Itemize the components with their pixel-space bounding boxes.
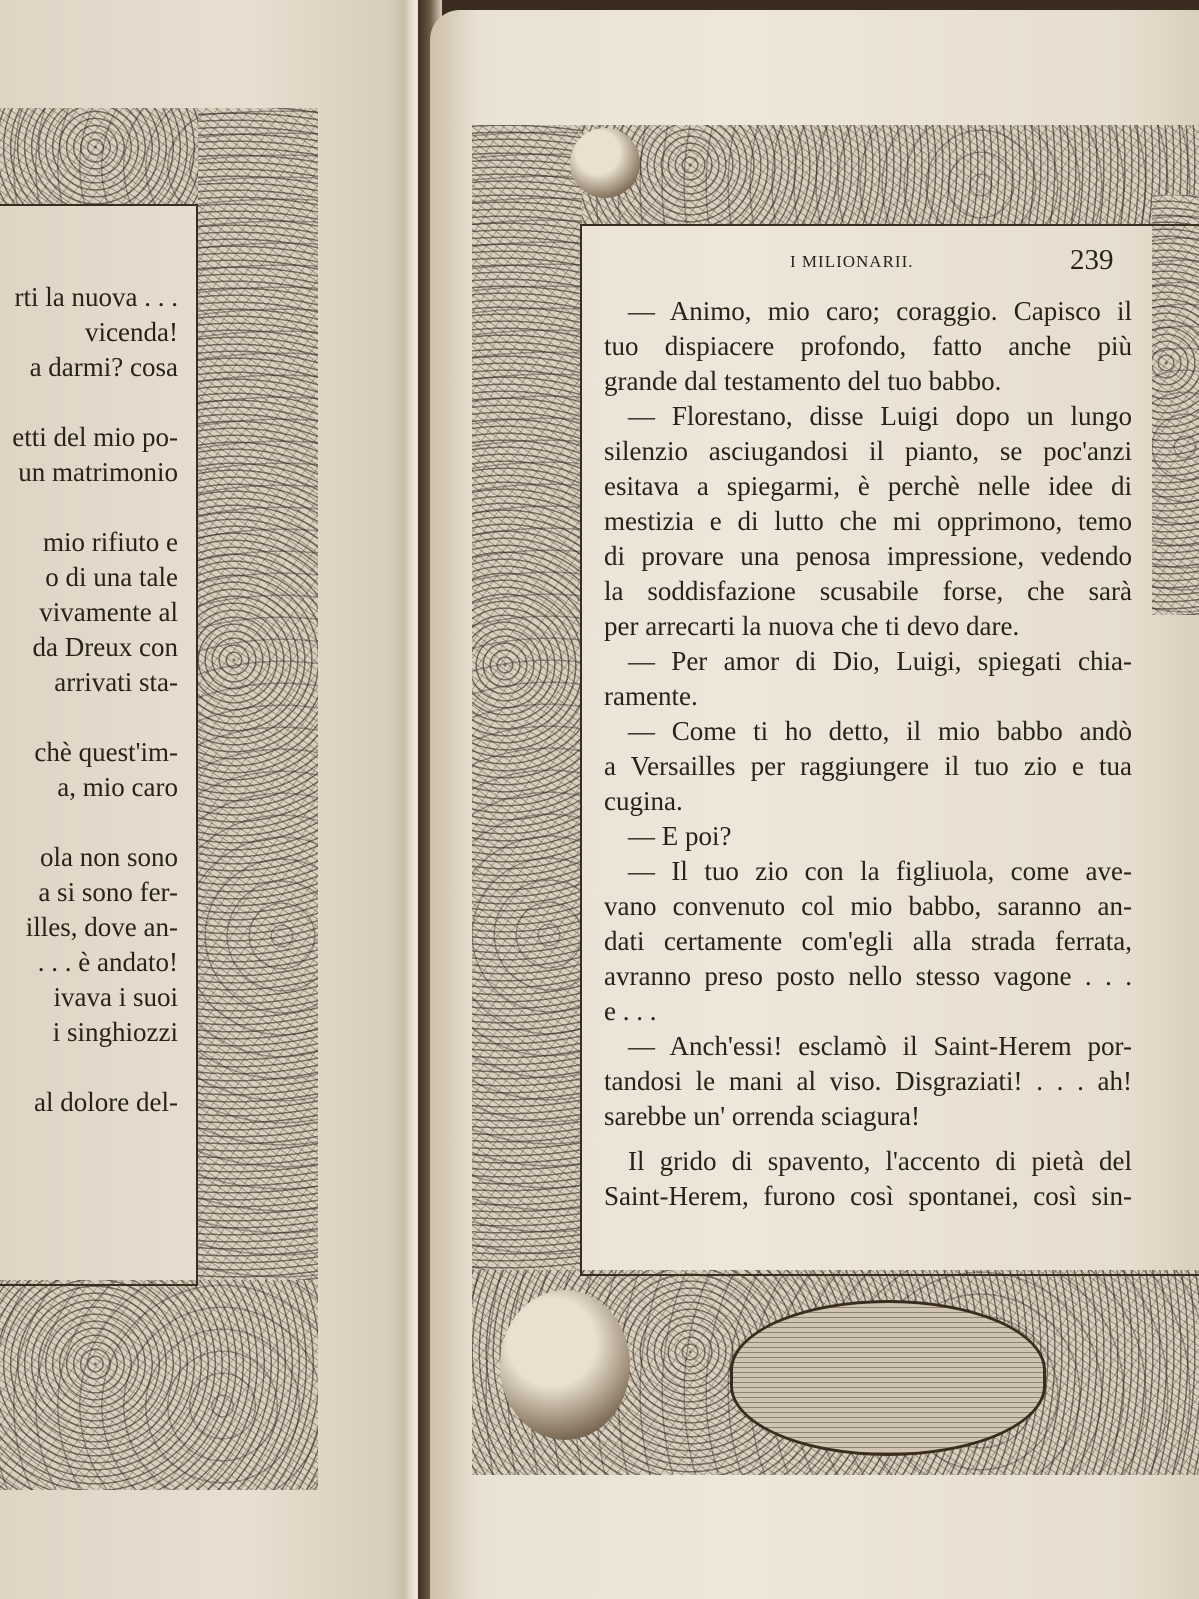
text-line: — Come ti ho detto, il mio babbo andò — [628, 716, 1132, 746]
text-line: esitava a spiegarmi, è perchè nelle idee di — [604, 471, 1132, 501]
text-line: i singhiozzi — [52, 1017, 178, 1047]
text-line: dati certamente com'egli alla strada ferrata, — [604, 926, 1132, 956]
text-line: o di una tale — [45, 562, 178, 592]
left-page-text — [0, 280, 178, 1120]
text-line: illes, dove an- — [25, 912, 178, 942]
text-line: mio rifiuto e — [43, 527, 178, 557]
text-line: da Dreux con — [32, 632, 178, 662]
text-line: a, mio caro — [57, 772, 178, 802]
text-line: — Il tuo zio con la figliuola, come ave- — [628, 856, 1132, 886]
text-line: ramente. — [604, 681, 698, 711]
text-line — [0, 385, 178, 420]
text-line: rti la nuova . . . — [14, 282, 178, 312]
text-line: — E poi? — [628, 821, 732, 851]
right-page-text — [604, 294, 1132, 1214]
text-line: al dolore del- — [34, 1087, 178, 1117]
page-number: 239 — [1070, 244, 1114, 276]
text-line: ola non sono — [40, 842, 178, 872]
text-line: — Animo, mio caro; coraggio. Capisco il — [628, 296, 1132, 326]
text-line: a darmi? cosa — [29, 352, 178, 382]
text-line: un matrimonio — [18, 457, 178, 487]
text-line: tuo dispiacere profondo, fatto anche più — [604, 331, 1132, 361]
text-line: silenzio asciugandosi il pianto, se poc'anzi — [604, 436, 1132, 466]
text-line: Il grido di spavento, l'accento di pietà del — [628, 1146, 1132, 1176]
text-line: cugina. — [604, 786, 683, 816]
cherub-illustration — [500, 1290, 630, 1440]
cherub-illustration — [570, 128, 640, 198]
text-line: per arrecarti la nuova che ti devo dare. — [604, 611, 1020, 641]
text-line: chè quest'im- — [34, 737, 178, 767]
text-line: — Anch'essi! esclamò il Saint-Herem por- — [628, 1031, 1132, 1061]
text-line: etti del mio po- — [12, 422, 178, 452]
text-line: grande dal testamento del tuo babbo. — [604, 366, 1002, 396]
text-line: di provare una penosa impressione, vedendo — [604, 541, 1132, 571]
text-line: Saint-Herem, furono così spontanei, così sin- — [604, 1181, 1132, 1211]
text-line: avranno preso posto nello stesso vagone . . . — [604, 961, 1132, 991]
text-line: — Per amor di Dio, Luigi, spiegati chia- — [628, 646, 1132, 676]
text-line: . . . è andato! — [37, 947, 178, 977]
text-line: mestizia e di lutto che mi opprimono, temo — [604, 506, 1132, 536]
text-line: arrivati sta- — [54, 667, 178, 697]
hunting-dog-vignette — [730, 1300, 1046, 1456]
text-line: vicenda! — [85, 317, 178, 347]
text-line: vano convenuto col mio babbo, saranno an- — [604, 891, 1132, 921]
text-line: tandosi le mani al viso. Disgraziati! . . . ah! — [604, 1066, 1132, 1096]
text-line: e . . . — [604, 996, 657, 1026]
text-line: vivamente al — [39, 597, 178, 627]
running-head: I MILIONARII. — [790, 252, 914, 271]
text-line — [0, 490, 178, 525]
text-line: a Versailles per raggiungere il tuo zio e tua — [604, 751, 1132, 781]
text-line — [0, 700, 178, 735]
text-line: la soddisfazione scusabile forse, che sarà — [604, 576, 1132, 606]
text-line: sarebbe un' orrenda sciagura! — [604, 1101, 920, 1131]
text-line: a si sono fer- — [38, 877, 178, 907]
text-line — [0, 805, 178, 840]
text-line: — Florestano, disse Luigi dopo un lungo — [628, 401, 1132, 431]
text-line — [0, 1050, 178, 1085]
text-line: ivava i suoi — [53, 982, 178, 1012]
